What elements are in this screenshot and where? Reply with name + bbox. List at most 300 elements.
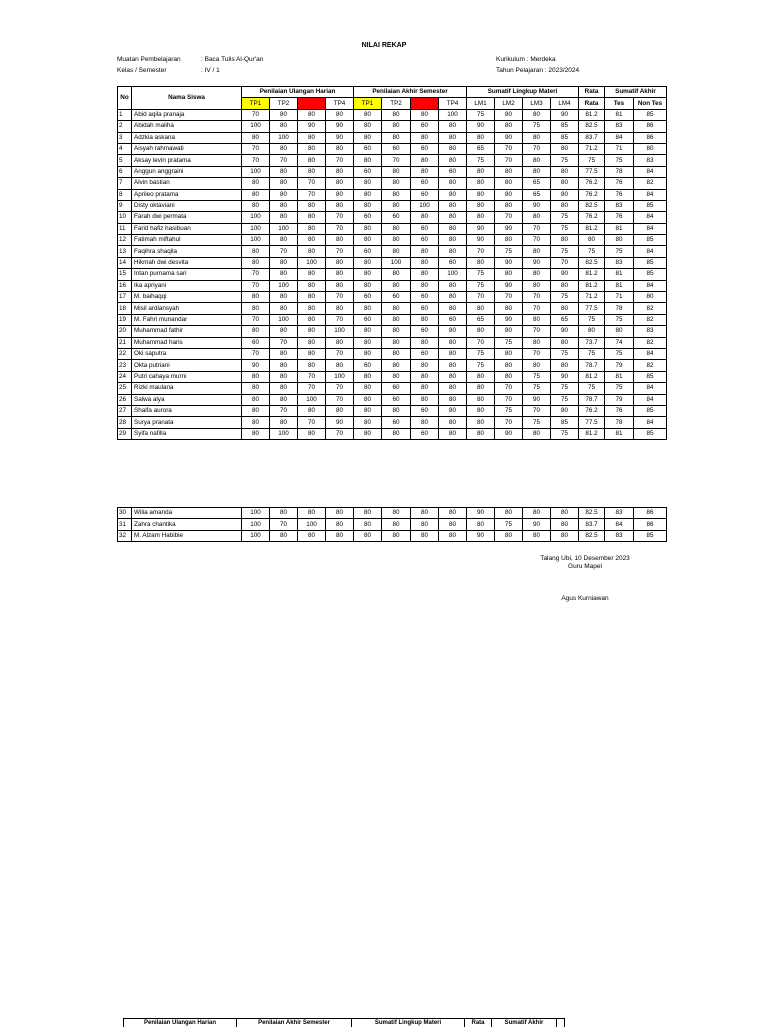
score-cell: 80 (354, 109, 382, 120)
score-cell: 80 (270, 303, 298, 314)
sub-header-uh-tp2: TP2 (270, 98, 298, 109)
score-cell: 80 (298, 303, 326, 314)
score-cell: 80 (382, 166, 411, 177)
score-cell: 80 (523, 109, 551, 120)
score-cell: 70 (551, 257, 579, 268)
score-cell: 85 (634, 269, 667, 280)
score-cell: 75 (467, 360, 495, 371)
score-cell: 80 (382, 303, 411, 314)
score-cell: 80 (354, 417, 382, 428)
score-cell: 80 (298, 212, 326, 223)
student-name: Aprileo pratama (132, 189, 242, 200)
score-cell: 70 (495, 417, 523, 428)
score-cell: 100 (439, 269, 467, 280)
score-cell: 70 (467, 292, 495, 303)
student-name: Muhammad fathir (132, 326, 242, 337)
score-cell: 65 (523, 189, 551, 200)
score-cell: 80 (242, 257, 270, 268)
score-cell: 80 (354, 383, 382, 394)
score-cell: 80 (382, 337, 411, 348)
table-row (118, 223, 667, 234)
student-name: Shalfa aurora (132, 405, 242, 416)
score-cell: 84 (634, 212, 667, 223)
score-cell: 80 (242, 371, 270, 382)
score-cell: 60 (382, 212, 411, 223)
score-cell: 70 (270, 519, 298, 530)
score-cell: 80 (354, 530, 382, 541)
score-cell: 80 (270, 371, 298, 382)
score-cell: 85 (551, 132, 579, 143)
score-cell: 80 (354, 428, 382, 439)
sub-header-lm4: LM4 (551, 98, 579, 109)
score-cell: 80 (382, 269, 411, 280)
score-cell: 75 (495, 337, 523, 348)
signature-place-date: Talang Ubi, 10 Desember 2023 (540, 555, 630, 562)
score-cell: 80 (439, 235, 467, 246)
score-cell: 90 (495, 428, 523, 439)
table-row (118, 121, 667, 132)
score-cell: 70 (467, 337, 495, 348)
score-cell: 80 (439, 383, 467, 394)
score-cell: 80 (242, 200, 270, 211)
score-cell: 75 (605, 348, 634, 359)
score-cell: 90 (495, 132, 523, 143)
score-cell: 81 (605, 269, 634, 280)
score-cell: 80 (298, 348, 326, 359)
score-cell: 90 (495, 314, 523, 325)
score-cell: 82 (634, 314, 667, 325)
score-cell: 85 (634, 428, 667, 439)
score-cell: 76.2 (579, 405, 605, 416)
score-cell: 80 (439, 292, 467, 303)
score-cell: 83.7 (579, 132, 605, 143)
score-cell: 80 (298, 360, 326, 371)
score-cell: 84 (634, 348, 667, 359)
score-cell: 75 (495, 519, 523, 530)
score-cell: 80 (298, 280, 326, 291)
row-number: 8 (118, 189, 132, 200)
score-cell: 60 (411, 428, 439, 439)
score-cell: 80 (382, 360, 411, 371)
score-cell: 76 (605, 178, 634, 189)
score-cell: 78.7 (579, 360, 605, 371)
score-cell: 80 (270, 257, 298, 268)
sub-header-uh-tp1: TP1 (242, 98, 270, 109)
score-cell: 80 (495, 121, 523, 132)
score-cell: 80 (326, 166, 354, 177)
table-row (118, 269, 667, 280)
score-cell: 78 (605, 303, 634, 314)
score-cell: 60 (382, 143, 411, 154)
score-cell: 80 (495, 303, 523, 314)
score-cell: 80 (495, 508, 523, 519)
score-cell: 100 (242, 212, 270, 223)
score-cell: 90 (467, 121, 495, 132)
score-cell: 80 (270, 326, 298, 337)
score-cell: 80 (439, 155, 467, 166)
table-row (118, 178, 667, 189)
score-cell: 80 (298, 337, 326, 348)
score-cell: 80 (298, 326, 326, 337)
student-name: Zahra chantika (132, 519, 242, 530)
score-cell: 80 (382, 428, 411, 439)
table-row (118, 530, 667, 541)
score-cell: 80 (439, 212, 467, 223)
score-cell: 80 (354, 394, 382, 405)
row-number: 13 (118, 246, 132, 257)
score-cell: 60 (411, 121, 439, 132)
score-cell: 80 (354, 223, 382, 234)
score-cell: 80 (551, 178, 579, 189)
row-number: 17 (118, 292, 132, 303)
score-cell: 60 (354, 360, 382, 371)
score-cell: 60 (354, 166, 382, 177)
score-cell: 80 (298, 269, 326, 280)
score-cell: 80 (467, 166, 495, 177)
score-cell: 80 (382, 223, 411, 234)
score-cell: 60 (354, 314, 382, 325)
score-cell: 80 (242, 417, 270, 428)
score-cell: 100 (270, 132, 298, 143)
score-cell: 90 (551, 326, 579, 337)
score-cell: 80 (579, 326, 605, 337)
score-cell: 80 (242, 132, 270, 143)
score-cell: 90 (523, 394, 551, 405)
score-cell: 86 (634, 132, 667, 143)
score-cell: 80 (523, 155, 551, 166)
score-cell: 90 (523, 257, 551, 268)
table-row (118, 189, 667, 200)
table-row (118, 519, 667, 530)
score-cell: 90 (467, 223, 495, 234)
student-name: Hikmah dwi desvita (132, 257, 242, 268)
score-cell: 70 (495, 292, 523, 303)
score-cell: 80 (495, 189, 523, 200)
score-cell: 80 (467, 394, 495, 405)
score-cell: 75 (523, 371, 551, 382)
row-number: 3 (118, 132, 132, 143)
score-cell: 80 (382, 508, 411, 519)
score-cell: 70 (270, 246, 298, 257)
student-name: M. baihaqqi (132, 292, 242, 303)
score-cell: 80 (411, 417, 439, 428)
student-name: Alvin bastian (132, 178, 242, 189)
score-cell: 75 (605, 246, 634, 257)
score-cell: 70 (242, 314, 270, 325)
score-cell: 80 (382, 348, 411, 359)
score-cell: 80 (495, 200, 523, 211)
score-cell: 71 (605, 143, 634, 154)
score-cell: 60 (411, 348, 439, 359)
score-cell: 80 (467, 257, 495, 268)
score-cell: 80 (354, 121, 382, 132)
student-name: Surya pranata (132, 417, 242, 428)
score-cell: 80 (382, 235, 411, 246)
score-cell: 80 (439, 200, 467, 211)
score-cell: 77.5 (579, 303, 605, 314)
score-cell: 80 (523, 280, 551, 291)
score-cell: 80 (326, 200, 354, 211)
score-cell: 75 (551, 428, 579, 439)
score-cell: 80 (298, 109, 326, 120)
sub-header-pas-tp3: TP3 (411, 98, 439, 109)
score-cell: 83 (605, 508, 634, 519)
score-cell: 80 (354, 132, 382, 143)
score-cell: 82.5 (579, 508, 605, 519)
score-cell: 80 (298, 223, 326, 234)
student-name: Farah dwi permata (132, 212, 242, 223)
score-cell: 80 (439, 519, 467, 530)
table-row (118, 257, 667, 268)
score-cell: 60 (354, 212, 382, 223)
score-cell: 80 (382, 200, 411, 211)
score-cell: 60 (411, 326, 439, 337)
score-cell: 81.2 (579, 269, 605, 280)
score-cell: 75 (467, 155, 495, 166)
score-cell: 80 (467, 200, 495, 211)
group-pas-header: Penilaian Akhir Semester (354, 87, 467, 98)
score-cell: 70 (467, 246, 495, 257)
score-cell: 80 (326, 519, 354, 530)
score-cell: 70 (495, 212, 523, 223)
score-cell: 90 (523, 519, 551, 530)
score-cell: 74 (605, 337, 634, 348)
score-cell: 71.2 (579, 292, 605, 303)
score-cell: 80 (551, 405, 579, 416)
score-cell: 60 (382, 394, 411, 405)
table-row (118, 348, 667, 359)
grade-table (117, 86, 667, 440)
score-cell: 70 (523, 235, 551, 246)
score-cell: 83 (605, 121, 634, 132)
table-row (118, 246, 667, 257)
stub-rata: Rata (465, 1019, 492, 1027)
row-number: 29 (118, 428, 132, 439)
score-cell: 76 (605, 405, 634, 416)
score-cell: 80 (242, 405, 270, 416)
score-cell: 100 (242, 121, 270, 132)
score-cell: 90 (326, 417, 354, 428)
score-cell: 80 (439, 508, 467, 519)
score-cell: 70 (523, 223, 551, 234)
score-cell: 80 (242, 394, 270, 405)
score-cell: 80 (551, 200, 579, 211)
score-cell: 80 (326, 109, 354, 120)
score-cell: 65 (467, 314, 495, 325)
score-cell: 90 (242, 360, 270, 371)
score-cell: 100 (270, 428, 298, 439)
sub-header-rata: Rata (579, 98, 605, 109)
score-cell: 80 (551, 519, 579, 530)
score-cell: 80 (523, 508, 551, 519)
row-number: 11 (118, 223, 132, 234)
score-cell: 80 (551, 280, 579, 291)
row-number: 4 (118, 143, 132, 154)
student-name: Putri cahaya murni (132, 371, 242, 382)
score-cell: 80 (439, 405, 467, 416)
score-cell: 80 (298, 155, 326, 166)
row-number: 15 (118, 269, 132, 280)
score-cell: 80 (354, 337, 382, 348)
score-cell: 81.2 (579, 109, 605, 120)
score-cell: 70 (523, 405, 551, 416)
score-cell: 80 (382, 109, 411, 120)
student-name: Salwa alya (132, 394, 242, 405)
score-cell: 84 (634, 280, 667, 291)
score-cell: 80 (439, 246, 467, 257)
score-cell: 60 (354, 143, 382, 154)
score-cell: 90 (298, 121, 326, 132)
score-cell: 80 (326, 405, 354, 416)
score-cell: 80 (439, 132, 467, 143)
score-cell: 80 (326, 360, 354, 371)
score-cell: 80 (242, 178, 270, 189)
score-cell: 80 (382, 314, 411, 325)
score-cell: 70 (326, 428, 354, 439)
score-cell: 80 (411, 132, 439, 143)
score-cell: 80 (605, 326, 634, 337)
score-cell: 80 (605, 235, 634, 246)
score-cell: 80 (439, 121, 467, 132)
score-cell: 80 (326, 280, 354, 291)
score-cell: 80 (326, 178, 354, 189)
score-cell: 80 (270, 235, 298, 246)
score-cell: 80 (242, 292, 270, 303)
score-cell: 84 (634, 383, 667, 394)
score-cell: 80 (354, 303, 382, 314)
score-cell: 80 (382, 371, 411, 382)
score-cell: 80 (523, 337, 551, 348)
score-cell: 100 (242, 508, 270, 519)
row-number: 6 (118, 166, 132, 177)
score-cell: 80 (439, 348, 467, 359)
score-cell: 82.5 (579, 257, 605, 268)
score-cell: 80 (439, 143, 467, 154)
score-cell: 75 (551, 394, 579, 405)
score-cell: 100 (242, 223, 270, 234)
score-cell: 84 (634, 223, 667, 234)
score-cell: 77.5 (579, 166, 605, 177)
score-cell: 70 (298, 189, 326, 200)
table-row (118, 132, 667, 143)
score-cell: 82 (634, 337, 667, 348)
score-cell: 80 (270, 166, 298, 177)
score-cell: 80 (270, 178, 298, 189)
score-cell: 90 (467, 508, 495, 519)
score-cell: 100 (326, 326, 354, 337)
score-cell: 80 (270, 200, 298, 211)
score-cell: 100 (298, 394, 326, 405)
score-cell: 79 (605, 394, 634, 405)
score-cell: 75 (551, 348, 579, 359)
score-cell: 100 (298, 257, 326, 268)
score-cell: 80 (495, 178, 523, 189)
score-cell: 80 (439, 223, 467, 234)
score-cell: 80 (298, 292, 326, 303)
signature-name: Agus Kurniawan (561, 595, 609, 602)
score-cell: 78 (605, 417, 634, 428)
sub-header-pas-tp2: TP2 (382, 98, 411, 109)
score-cell: 81 (605, 223, 634, 234)
score-cell: 100 (270, 280, 298, 291)
score-cell: 60 (411, 189, 439, 200)
student-name: Disty oktaviani (132, 200, 242, 211)
sub-header-pas-tp1: TP1 (354, 98, 382, 109)
group-sa-header: Sumatif Akhir (605, 87, 667, 98)
score-cell: 80 (298, 405, 326, 416)
student-name: Farid hafiz hasibuan (132, 223, 242, 234)
score-cell: 75 (579, 155, 605, 166)
col-name-header: Nama Siswa (132, 87, 242, 110)
score-cell: 84 (634, 394, 667, 405)
student-name: Misil ardiansyah (132, 303, 242, 314)
score-cell: 75 (551, 223, 579, 234)
score-cell: 80 (298, 530, 326, 541)
table-row (118, 200, 667, 211)
score-cell: 70 (326, 155, 354, 166)
score-cell: 80 (467, 519, 495, 530)
row-number: 10 (118, 212, 132, 223)
signature-block (520, 555, 650, 602)
score-cell: 90 (326, 121, 354, 132)
score-cell: 84 (634, 417, 667, 428)
table-row (118, 143, 667, 154)
score-cell: 90 (467, 530, 495, 541)
score-cell: 80 (634, 292, 667, 303)
grade-table-body (118, 109, 667, 439)
score-cell: 70 (523, 292, 551, 303)
score-cell: 75 (551, 155, 579, 166)
student-name: Oki saputra (132, 348, 242, 359)
next-page-header-stub (123, 1018, 565, 1027)
col-no-header: No (118, 87, 132, 110)
score-cell: 80 (579, 235, 605, 246)
score-cell: 80 (439, 303, 467, 314)
score-cell: 80 (439, 394, 467, 405)
score-cell: 80 (467, 132, 495, 143)
score-cell: 80 (411, 257, 439, 268)
score-cell: 80 (439, 280, 467, 291)
score-cell: 86 (634, 121, 667, 132)
score-cell: 80 (354, 155, 382, 166)
score-cell: 70 (382, 155, 411, 166)
row-number: 7 (118, 178, 132, 189)
score-cell: 80 (354, 280, 382, 291)
score-cell: 80 (495, 109, 523, 120)
score-cell: 75 (467, 109, 495, 120)
score-cell: 80 (495, 371, 523, 382)
table-row (118, 405, 667, 416)
score-cell: 80 (551, 360, 579, 371)
score-cell: 80 (270, 394, 298, 405)
score-cell: 75 (467, 269, 495, 280)
score-cell: 81.2 (579, 223, 605, 234)
row-number: 2 (118, 121, 132, 132)
score-cell: 75 (579, 314, 605, 325)
score-cell: 80 (439, 360, 467, 371)
score-cell: 80 (523, 132, 551, 143)
score-cell: 80 (467, 189, 495, 200)
row-number: 24 (118, 371, 132, 382)
score-cell: 80 (411, 383, 439, 394)
score-cell: 80 (382, 405, 411, 416)
score-cell: 70 (298, 371, 326, 382)
table-row (118, 166, 667, 177)
score-cell: 80 (411, 519, 439, 530)
score-cell: 100 (326, 371, 354, 382)
score-cell: 80 (298, 428, 326, 439)
score-cell: 80 (439, 530, 467, 541)
